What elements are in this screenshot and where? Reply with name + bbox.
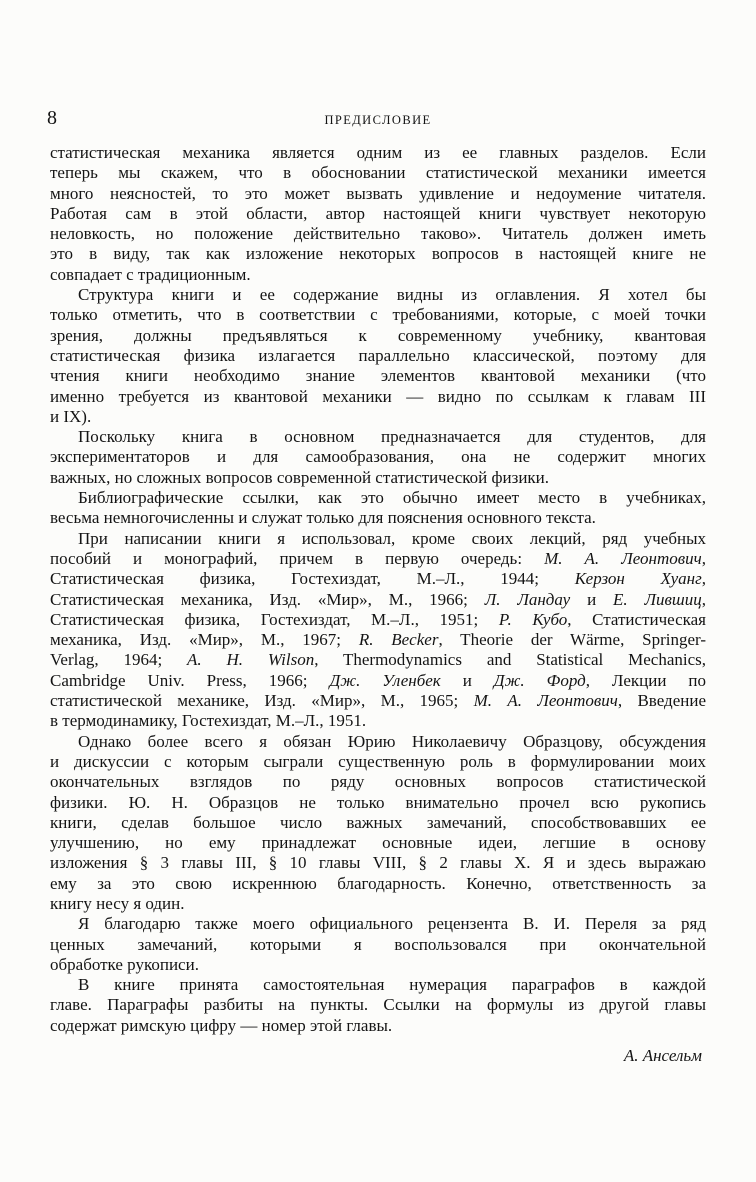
text-run: в термодинамику, Гостехиздат, М.–Л., 1951.: [50, 711, 367, 731]
paragraph: [50, 529, 706, 732]
text-line: [50, 671, 706, 691]
text-run: Я благодарю также моего официального рецензента В. И. Переля за ряд: [78, 914, 706, 934]
text-run: , Theorie der Wärme, Springer-: [438, 630, 706, 650]
text-line: [50, 691, 706, 711]
text-line: [50, 407, 706, 427]
text-run: чтения книги необходимо знание элементов квантовой механики (что: [50, 366, 706, 386]
text-run: , Лекции по: [585, 670, 706, 690]
signature: А. Ансельм: [623, 1046, 702, 1066]
text-line: [50, 549, 706, 569]
paragraph: [50, 732, 706, 915]
paragraph: [50, 285, 706, 427]
text-run: и дискуссии с которым сыграли существенную роль в формулировании моих: [50, 751, 706, 771]
text-line: [50, 305, 706, 325]
text-run: весьма немногочисленны и служат только для пояснения основного текста.: [50, 508, 596, 528]
text-line: [50, 265, 706, 285]
text-line: [50, 346, 706, 366]
text-line: [50, 752, 706, 772]
paragraph: [50, 488, 706, 529]
paragraph: [50, 143, 706, 285]
text-run: ценных замечаний, которыми я воспользовался при окончательной: [50, 934, 706, 954]
text-run: В книге принята самостоятельная нумерация параграфов в каждой: [78, 975, 706, 995]
text-line: [50, 590, 706, 610]
text-line: [50, 224, 706, 244]
italic-text-run: М. А. Леонтович: [544, 548, 702, 568]
text-line: [50, 204, 706, 224]
text-block: [50, 143, 706, 1036]
paragraph: [50, 975, 706, 1036]
text-line: [50, 833, 706, 853]
text-run: Статистическая физика, Гостехиздат, М.–Л., 1951;: [50, 609, 499, 629]
text-run: Работая сам в этой области, автор настоящей книги чувствует некоторую: [50, 203, 706, 223]
text-line: [50, 772, 706, 792]
text-line: [50, 630, 706, 650]
text-run: это в виду, так как изложение некоторых вопросов в настоящей книге не: [50, 244, 706, 264]
text-run: статистической механике, Изд. «Мир», М., 1965;: [50, 691, 474, 711]
text-run: книгу несу я один.: [50, 893, 185, 913]
page-header: [47, 106, 706, 129]
text-run: статистическая механика является одним из ее главных разделов. Если: [50, 143, 706, 162]
text-run: совпадает с традиционным.: [50, 264, 251, 284]
text-run: именно требуется из квантовой механики — видно по ссылкам к главам III: [50, 386, 706, 406]
text-run: статистическая физика излагается параллельно классической, поэтому для: [50, 345, 706, 365]
text-line: [50, 1016, 706, 1036]
text-line: [50, 793, 706, 813]
text-run: обработке рукописи.: [50, 954, 199, 974]
text-line: [50, 468, 706, 488]
italic-text-run: Е. Лившиц: [613, 589, 702, 609]
italic-text-run: Дж. Уленбек: [329, 670, 441, 690]
text-line: [50, 813, 706, 833]
text-line: [50, 610, 706, 630]
text-line: [50, 995, 706, 1015]
text-run: пособий и монографий, причем в первую очередь:: [50, 548, 545, 568]
text-run: физики. Ю. Н. Образцов не только внимательно прочел всю рукопись: [50, 792, 706, 812]
text-line: [50, 711, 706, 731]
italic-text-run: R. Becker: [358, 630, 439, 650]
text-run: механика, Изд. «Мир», М., 1967;: [50, 630, 359, 650]
text-run: ,: [701, 548, 706, 568]
italic-text-run: Л. Ландау: [484, 589, 571, 609]
text-line: [50, 366, 706, 386]
text-run: книги, сделав большое число важных замечаний, способствовавших ее: [50, 812, 706, 832]
text-run: много неясностей, то это может вызвать удивление и недоумение читателя.: [50, 183, 706, 203]
text-run: , Thermodynamics and Statistical Mechanics,: [314, 650, 706, 670]
text-line: [50, 163, 706, 183]
text-line: [50, 488, 706, 508]
italic-text-run: A. H. Wilson: [187, 650, 315, 670]
text-run: и: [440, 670, 494, 690]
text-run: , Введение: [617, 691, 706, 711]
text-run: ,: [701, 569, 706, 589]
text-run: важных, но сложных вопросов современной статистической физики.: [50, 467, 550, 487]
italic-text-run: Р. Кубо: [498, 609, 568, 629]
text-run: неловкость, но положение действительно таково». Читатель должен иметь: [50, 224, 706, 244]
text-line: [50, 184, 706, 204]
text-run: ему за это свою искреннюю благодарность. Конечно, ответственность за: [50, 873, 706, 893]
text-line: [50, 853, 706, 873]
running-title: ПРЕДИСЛОВИЕ: [324, 113, 432, 127]
text-line: [50, 387, 706, 407]
text-line: [50, 447, 706, 467]
paragraph: [50, 427, 706, 488]
text-run: главе. Параграфы разбиты на пункты. Ссылки на формулы из другой главы: [50, 995, 706, 1015]
text-run: Статистическая физика, Гостехиздат, М.–Л., 1944;: [50, 569, 575, 589]
text-line: [50, 894, 706, 914]
text-run: ,: [701, 589, 706, 609]
text-run: теперь мы скажем, что в обосновании статистической механики имеется: [50, 163, 706, 183]
text-run: улучшению, но ему принадлежат основные идеи, легшие в основу: [50, 833, 706, 853]
text-run: изложения § 3 главы III, § 10 главы VIII, § 2 главы X. Я и здесь выражаю: [50, 853, 706, 873]
text-run: , Статистическая: [567, 609, 706, 629]
text-line: [50, 975, 706, 995]
text-run: экспериментаторов и для самообразования, она не содержит многих: [50, 447, 706, 467]
text-run: и IX).: [50, 406, 92, 426]
text-run: и: [570, 589, 614, 609]
text-run: только отметить, что в соответствии с требованиями, которые, с моей точки: [50, 305, 706, 325]
text-run: Cambridge Univ. Press, 1966;: [50, 670, 330, 690]
text-line: [50, 244, 706, 264]
text-line: [50, 650, 706, 670]
text-line: [50, 508, 706, 528]
text-line: [50, 285, 706, 305]
text-line: [50, 427, 706, 447]
paragraph: [50, 914, 706, 975]
text-line: [50, 569, 706, 589]
italic-text-run: Керзон Хуанг: [574, 569, 702, 589]
text-run: Структура книги и ее содержание видны из оглавления. Я хотел бы: [78, 285, 706, 305]
text-run: Поскольку книга в основном предназначается для студентов, для: [78, 427, 706, 447]
text-line: [50, 955, 706, 975]
text-line: [50, 732, 706, 752]
text-line: [50, 529, 706, 549]
text-run: окончательных взглядов по ряду основных вопросов статистической: [50, 772, 706, 792]
text-run: зрения, должны предъявляться к современному учебнику, квантовая: [50, 325, 706, 345]
text-run: Verlag, 1964;: [50, 650, 188, 670]
text-run: содержат римскую цифру — номер этой главы.: [50, 1015, 393, 1035]
text-line: [50, 874, 706, 894]
text-run: Библиографические ссылки, как это обычно имеет место в учебниках,: [78, 488, 706, 508]
text-run: Статистическая механика, Изд. «Мир», М., 1966;: [50, 589, 485, 609]
italic-text-run: М. А. Леонтович: [473, 691, 618, 711]
italic-text-run: Дж. Форд: [493, 670, 586, 690]
text-line: [50, 935, 706, 955]
text-line: [50, 914, 706, 934]
text-run: При написании книги я использовал, кроме своих лекций, ряд учебных: [78, 528, 706, 548]
text-run: Однако более всего я обязан Юрию Николаевичу Образцову, обсуждения: [78, 731, 706, 751]
text-line: [50, 143, 706, 163]
text-line: [50, 326, 706, 346]
page-number: 8: [47, 107, 57, 129]
